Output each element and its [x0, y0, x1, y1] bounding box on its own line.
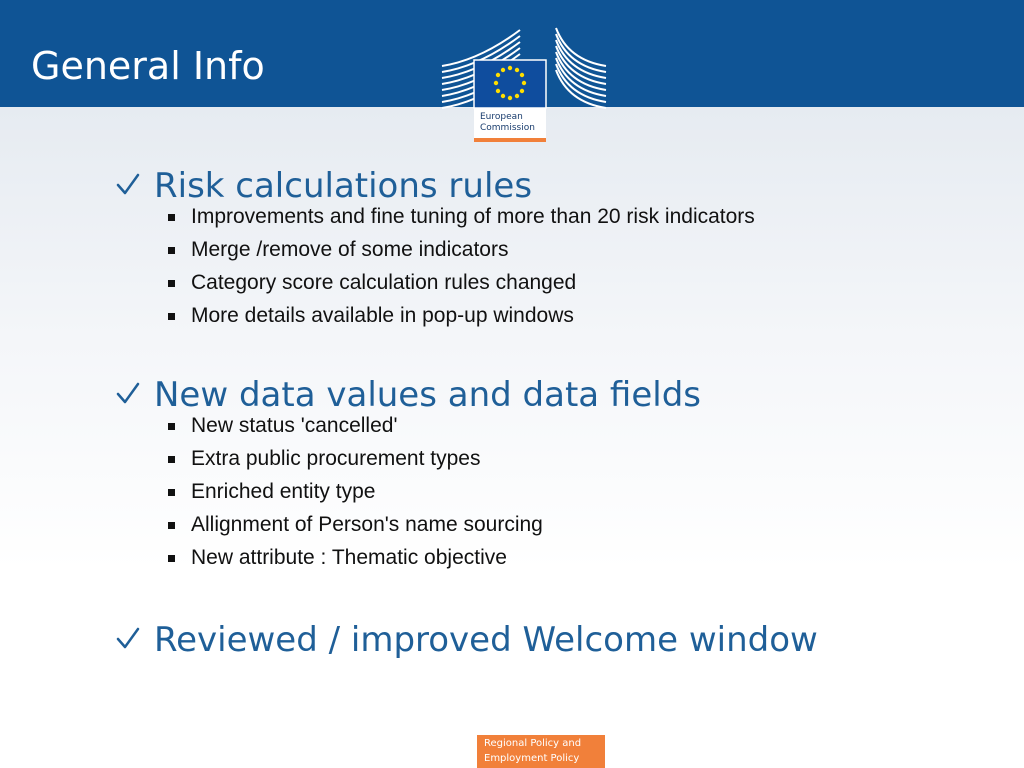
section-title: New data values and data fields: [154, 375, 701, 415]
square-bullet-icon: [168, 313, 175, 320]
list-item-text: Category score calculation rules changed: [191, 271, 577, 294]
checkmark-icon: [115, 172, 141, 198]
square-bullet-icon: [168, 522, 175, 529]
footer-line2: Employment Policy: [484, 753, 580, 764]
section-title: Reviewed / improved Welcome window: [154, 620, 818, 660]
checkmark-icon: [115, 626, 141, 652]
square-bullet-icon: [168, 214, 175, 221]
list-item-text: Extra public procurement types: [191, 447, 481, 470]
list-item-text: New status 'cancelled': [191, 414, 398, 437]
square-bullet-icon: [168, 489, 175, 496]
logo-orange-bar: [474, 138, 546, 142]
list-item-text: Enriched entity type: [191, 480, 376, 503]
square-bullet-icon: [168, 456, 175, 463]
slide-title: General Info: [31, 44, 265, 88]
list-item-text: Improvements and fine tuning of more than 20 risk indicators: [191, 205, 755, 228]
square-bullet-icon: [168, 423, 175, 430]
square-bullet-icon: [168, 280, 175, 287]
footer-line1: Regional Policy and: [484, 738, 582, 749]
logo-text-line1: European: [480, 112, 523, 122]
section-title: Risk calculations rules: [154, 166, 533, 206]
list-item-text: New attribute : Thematic objective: [191, 546, 507, 569]
list-item-text: Allignment of Person's name sourcing: [191, 513, 543, 536]
list-item-text: More details available in pop-up windows: [191, 304, 574, 327]
checkmark-icon: [115, 381, 141, 407]
list-item-text: Merge /remove of some indicators: [191, 238, 509, 261]
logo-text-line2: Commission: [480, 123, 535, 133]
square-bullet-icon: [168, 247, 175, 254]
european-commission-logo: [440, 26, 608, 144]
square-bullet-icon: [168, 555, 175, 562]
footer-badge: [477, 735, 605, 768]
